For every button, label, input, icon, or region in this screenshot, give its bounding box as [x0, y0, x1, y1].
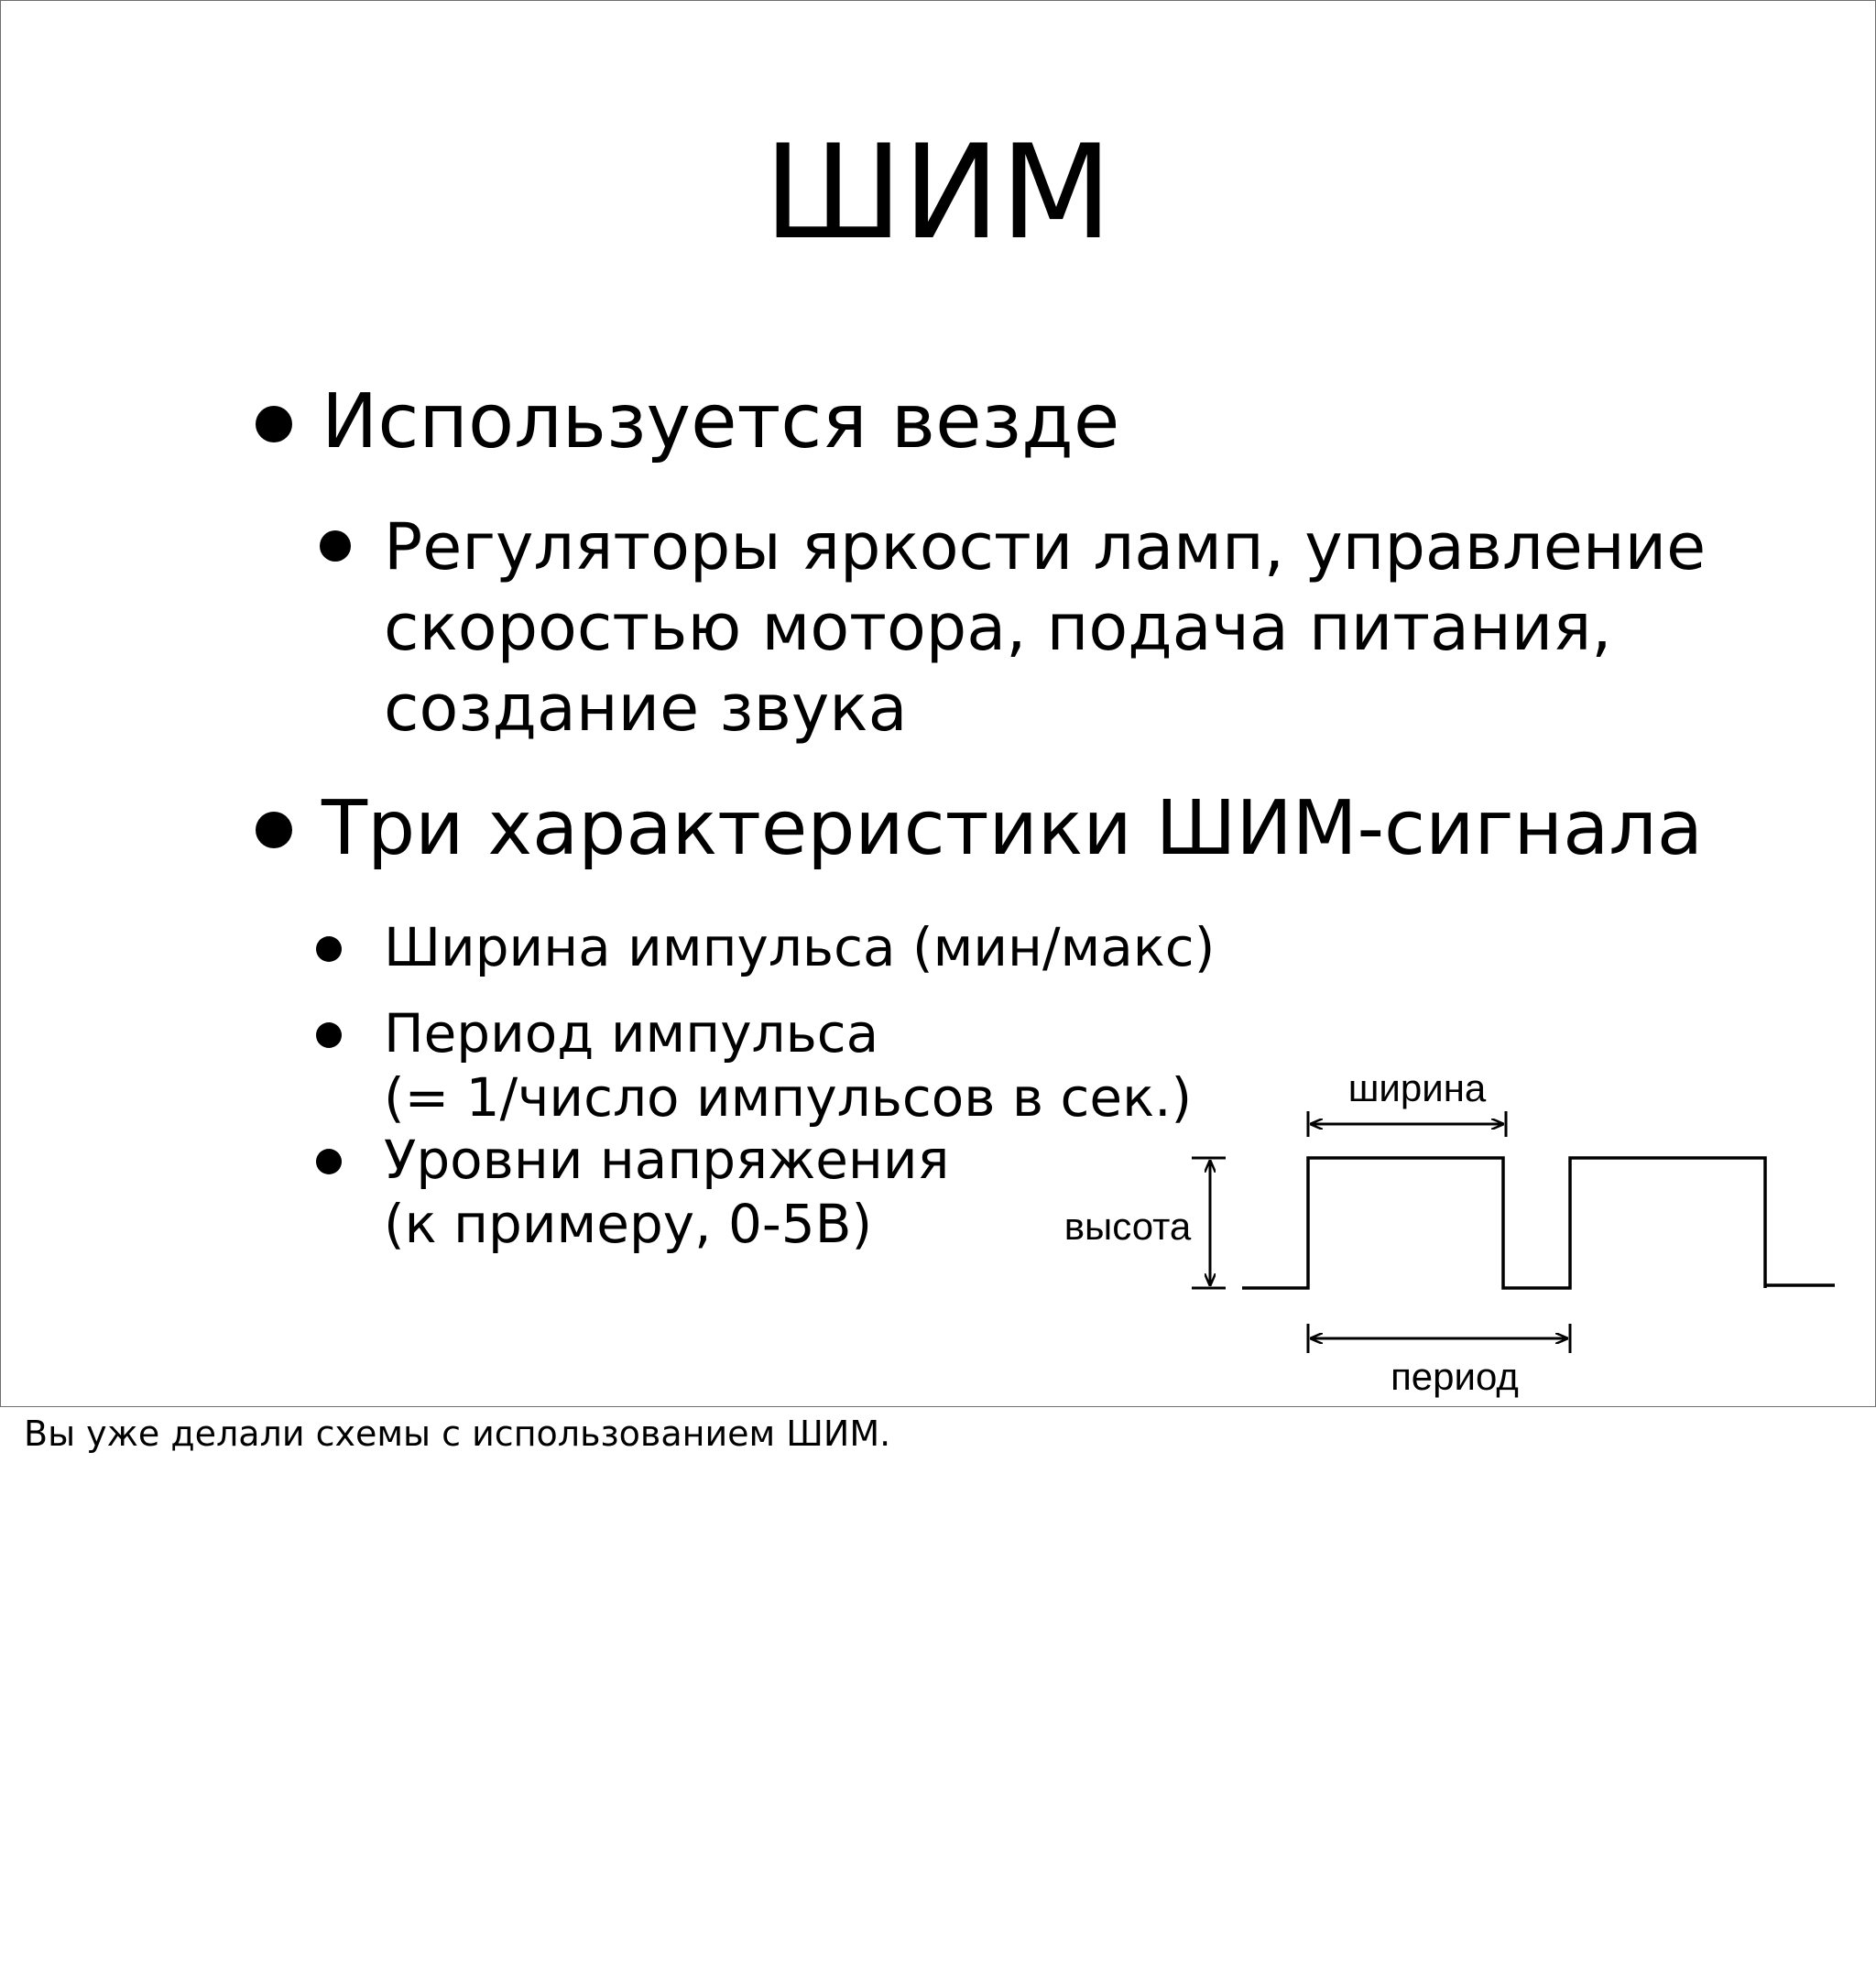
bullet-dot — [320, 530, 351, 562]
bullet-voltage-levels — [384, 1128, 949, 1256]
bullet-dot — [256, 812, 292, 848]
bullet-dot — [316, 1149, 342, 1174]
bullet-dot — [256, 406, 292, 442]
bullet-pulse-period-line: (= 1/число импульсов в сек.) — [384, 1066, 1193, 1129]
bullet-applications-line: скоростью мотора, подача питания, — [384, 590, 1612, 665]
bullet-voltage-levels-line: (к примеру, 0-5В) — [384, 1193, 873, 1255]
bullet-applications-line: создание звука — [384, 671, 908, 746]
bullet-voltage-levels-line: Уровни напряжения — [384, 1129, 950, 1191]
slide-title: ШИМ — [763, 117, 1113, 268]
bullet-pulse-width-line: Ширина импульса (мин/макс) — [384, 916, 1216, 978]
height-label: высота — [1063, 1205, 1192, 1248]
bullet-dot — [316, 936, 342, 962]
width-label: ширина — [1347, 1066, 1487, 1109]
bullet-dot — [316, 1022, 342, 1048]
bullet-pulse-period-line: Период импульса — [384, 1002, 879, 1064]
pwm-waveform-diagram — [1045, 1064, 1851, 1403]
speaker-notes: Вы уже делали схемы с использованием ШИМ. — [24, 1414, 891, 1454]
bullet-applications — [384, 507, 1706, 748]
bullet-applications-line: Регуляторы яркости ламп, управление — [384, 509, 1707, 584]
bullet-used-everywhere: Используется везде — [322, 378, 1120, 465]
pwm-signal-line — [1242, 1158, 1765, 1288]
bullet-pulse-width — [384, 915, 1215, 979]
bullet-three-characteristics: Три характеристики ШИМ-сигнала — [322, 785, 1704, 872]
period-label: период — [1391, 1355, 1519, 1398]
